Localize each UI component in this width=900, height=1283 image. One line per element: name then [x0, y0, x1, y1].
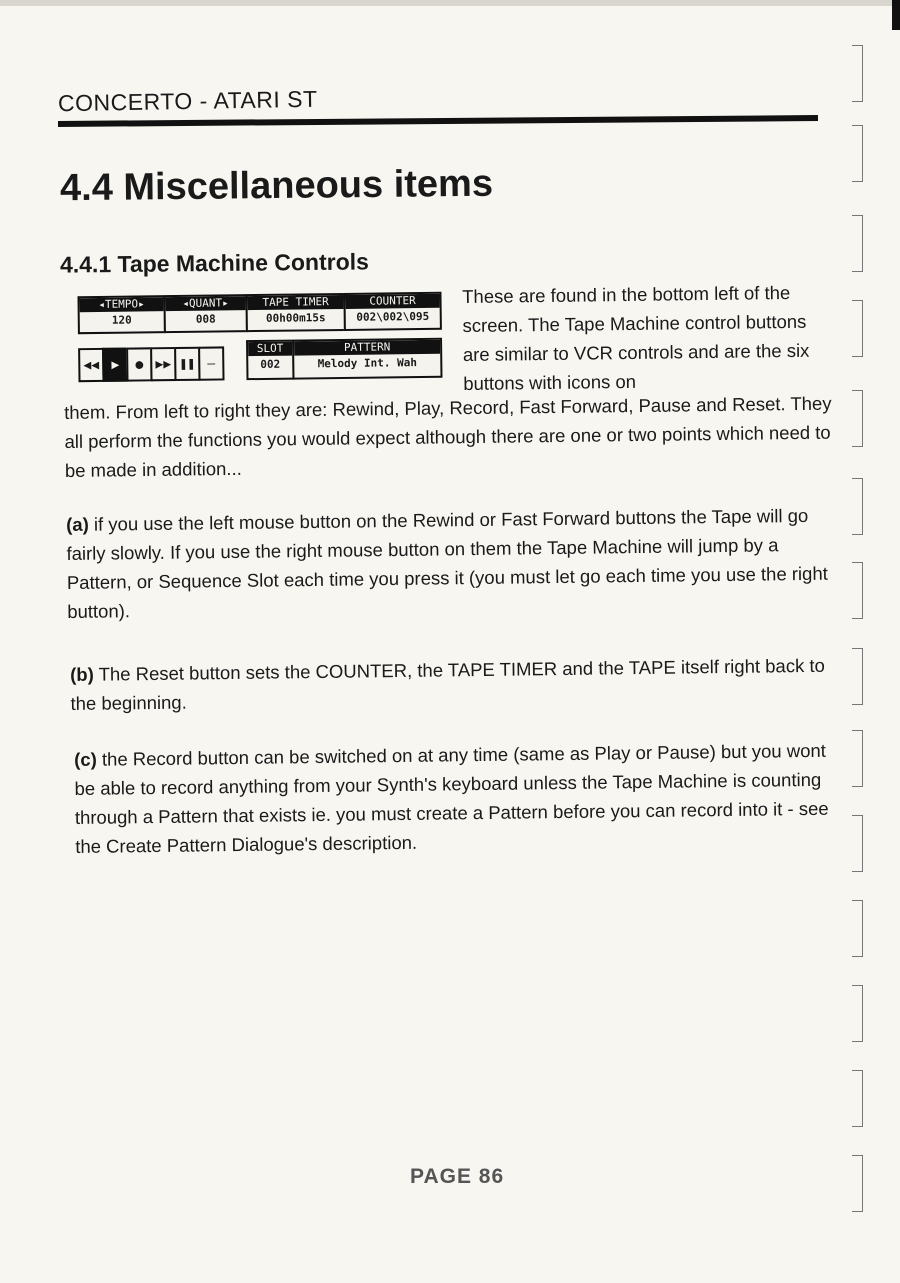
tempo-label: TEMPO	[104, 297, 139, 311]
point-a-label: (a)	[66, 513, 89, 535]
rewind-icon: ◀◀	[83, 357, 100, 373]
quant-left-arrow-icon: ◂	[182, 296, 190, 310]
header-rule	[58, 115, 818, 127]
binding-hole	[852, 900, 863, 957]
quant-box	[163, 294, 247, 333]
point-b-text: The Reset button sets the COUNTER, the TAPE TIMER and the TAPE itself right back to the beginning.	[70, 654, 825, 714]
running-header: CONCERTO - ATARI ST	[57, 85, 318, 117]
tempo-value: 120	[111, 313, 132, 327]
binding-hole	[852, 300, 863, 357]
play-button[interactable]	[102, 348, 128, 382]
page-number: PAGE 86	[410, 1165, 505, 1188]
binding-hole	[852, 648, 863, 705]
section-title: 4.4 Miscellaneous items	[59, 162, 494, 210]
binding-hole	[852, 815, 863, 872]
record-icon: ●	[135, 356, 144, 373]
tape-timer-label: TAPE TIMER	[247, 295, 343, 310]
counter-label: COUNTER	[345, 294, 439, 309]
point-c	[74, 736, 845, 861]
binding-hole	[852, 1155, 863, 1212]
reset-button[interactable]	[198, 346, 224, 380]
play-icon: ▶	[111, 357, 120, 373]
counter-box	[343, 292, 441, 331]
quant-value: 008	[195, 312, 216, 326]
intro-paragraph-continued: them. From left to right they are: Rewind, Play, Record, Fast Forward, Pause and Reset. They all perform the functions you would expect although there are one or two points which need to be made in addition...	[64, 392, 832, 481]
fast-forward-icon: ▶▶	[155, 356, 172, 372]
slot-label: SLOT	[248, 342, 292, 357]
point-b-label: (b)	[70, 663, 94, 685]
point-a-text: if you use the left mouse button on the Rewind or Fast Forward buttons the Tape will go fairly slowly. If you use the right mouse button on them the Tape Machine will jump by a Pattern, or Sequence Slot each time you press it (you must let go each time you use the right button).	[66, 504, 828, 622]
pattern-value: Melody Int. Wah	[317, 356, 418, 371]
tape-timer-box	[245, 293, 345, 332]
binding-hole	[852, 478, 863, 535]
binding-hole	[852, 45, 863, 102]
pattern-label: PATTERN	[294, 340, 440, 356]
tempo-box	[77, 295, 165, 334]
rewind-button[interactable]	[78, 348, 104, 382]
point-b	[70, 651, 841, 718]
tape-machine-panel	[77, 292, 440, 384]
slot-value: 002	[260, 357, 281, 371]
record-button[interactable]	[126, 347, 152, 381]
quant-right-arrow-icon: ▸	[222, 296, 229, 310]
binding-hole	[852, 125, 863, 182]
slot-box	[246, 340, 294, 381]
tempo-right-arrow-icon: ▸	[138, 297, 145, 311]
counter-value: 002\002\095	[356, 309, 430, 324]
binding-hole	[852, 1070, 863, 1127]
binding-hole	[852, 730, 863, 787]
pause-icon: ❚❚	[179, 356, 196, 372]
fast-forward-button[interactable]	[150, 347, 176, 381]
tempo-left-arrow-icon: ◂	[98, 297, 106, 311]
binding-hole	[852, 985, 863, 1042]
point-a	[66, 501, 837, 626]
subsection-title: 4.4.1 Tape Machine Controls	[59, 248, 369, 278]
binding-hole	[852, 215, 863, 272]
show-through-text	[520, 150, 820, 179]
point-c-text: the Record button can be switched on at any time (same as Play or Pause) but you wont be able to record anything from your Synth's keyboard unless the Tape Machine is counting through a Pattern that exists ie. you must create a Pattern before you can record into it - see the Create Pattern Dialogue's description.	[74, 739, 829, 857]
binding-hole	[852, 390, 863, 447]
point-c-label: (c)	[74, 748, 97, 770]
page-top-edge	[0, 0, 900, 6]
binding-hole	[852, 562, 863, 619]
pattern-box	[292, 338, 442, 380]
reset-icon: —	[207, 356, 216, 372]
quant-label: QUANT	[188, 296, 223, 310]
intro-paragraph-right: These are found in the bottom left of the screen. The Tape Machine control buttons are similar to VCR controls and are the six buttons with icons on	[462, 281, 810, 394]
page-corner-shadow	[892, 0, 900, 30]
tape-timer-value: 00h00m15s	[265, 311, 326, 325]
pause-button[interactable]	[174, 347, 200, 381]
